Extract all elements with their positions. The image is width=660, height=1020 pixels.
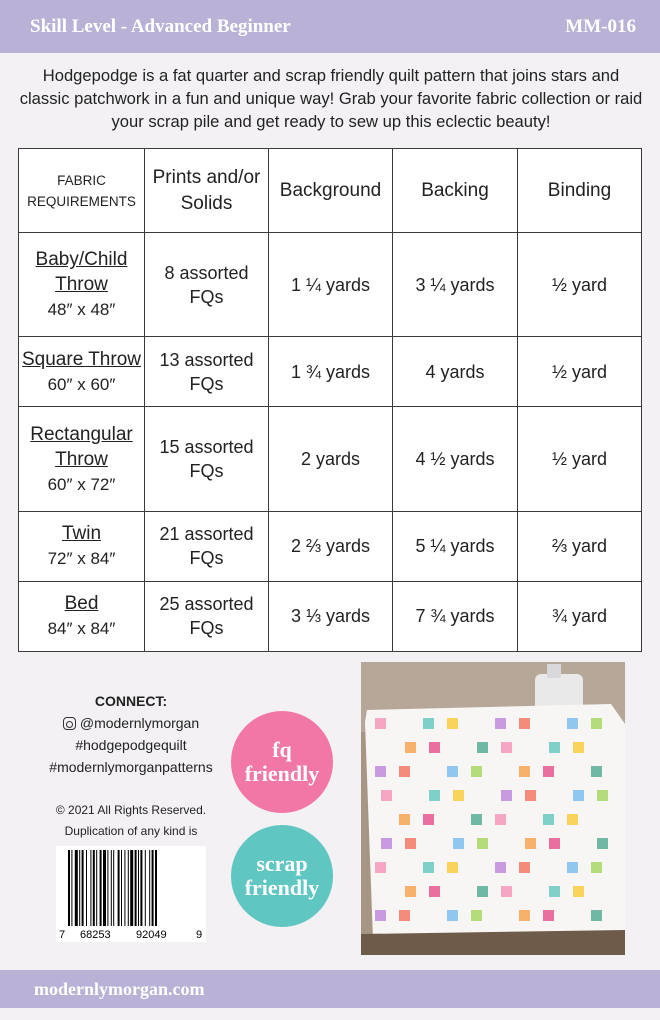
binding-cell: ½ yard bbox=[518, 407, 642, 511]
scrap-friendly-badge bbox=[231, 825, 333, 927]
size-name: Baby/Child Throw bbox=[35, 249, 128, 296]
binding-cell: ½ yard bbox=[518, 337, 642, 407]
barcode-digit-1: 7 bbox=[59, 929, 66, 941]
binding-cell: ⅔ yard bbox=[518, 511, 642, 581]
size-dims: 48″ x 48″ bbox=[47, 300, 116, 320]
backing-cell: 3 ¼ yards bbox=[393, 233, 518, 337]
background-cell: 2 ⅔ yards bbox=[269, 511, 393, 581]
background-cell: 1 ¾ yards bbox=[269, 337, 393, 407]
fq-badge-line2: friendly bbox=[244, 761, 320, 786]
backing-cell: 5 ¼ yards bbox=[393, 511, 518, 581]
website-url[interactable]: modernlymorgan.com bbox=[34, 978, 205, 999]
prints-cell: 15 assorted FQs bbox=[145, 407, 269, 511]
size-dims: 72″ x 84″ bbox=[47, 549, 116, 569]
hashtag-patterns: #modernlymorganpatterns bbox=[49, 759, 213, 775]
quilt-photo bbox=[361, 662, 625, 955]
binding-cell: ¾ yard bbox=[518, 581, 642, 651]
prints-cell: 13 assorted FQs bbox=[145, 337, 269, 407]
fq-badge-line1: fq bbox=[272, 737, 292, 762]
size-dims: 60″ x 72″ bbox=[47, 474, 116, 494]
top-banner bbox=[0, 0, 660, 53]
size-name: Twin bbox=[61, 523, 102, 545]
binding-cell: ½ yard bbox=[518, 233, 642, 337]
backing-cell: 7 ¾ yards bbox=[393, 581, 518, 651]
pattern-code: MM-016 bbox=[565, 15, 636, 37]
backing-cell: 4 yards bbox=[393, 337, 518, 407]
prints-cell: 21 assorted FQs bbox=[145, 511, 269, 581]
corner-header bbox=[19, 149, 145, 233]
table-row bbox=[19, 233, 642, 337]
skill-level: Skill Level - Advanced Beginner bbox=[30, 15, 291, 37]
prints-cell: 25 assorted FQs bbox=[145, 581, 269, 651]
table-row bbox=[19, 407, 642, 511]
table-row bbox=[19, 337, 642, 407]
connect-heading: CONNECT: bbox=[94, 693, 168, 709]
size-name: Square Throw bbox=[22, 348, 141, 370]
copyright-text: © 2021 All Rights Reserved. bbox=[55, 803, 207, 817]
size-name: Bed bbox=[64, 593, 99, 615]
scrap-badge-line2: friendly bbox=[244, 875, 320, 900]
background-cell: 1 ¼ yards bbox=[269, 233, 393, 337]
column-header-background: Background bbox=[269, 149, 393, 233]
instagram-handle: @modernlymorgan bbox=[79, 715, 200, 731]
size-cell bbox=[19, 511, 145, 581]
column-header-backing: Backing bbox=[393, 149, 518, 233]
fabric-requirements-table bbox=[18, 148, 642, 652]
prints-cell: 8 assorted FQs bbox=[145, 233, 269, 337]
backing-cell: 4 ½ yards bbox=[393, 407, 518, 511]
scrap-badge-line1: scrap bbox=[256, 851, 308, 876]
barcode-digits-3: 92049 bbox=[136, 929, 167, 941]
size-dims: 84″ x 84″ bbox=[47, 619, 116, 639]
intro-text: Hodgepodge is a fat quarter and scrap friendly quilt pattern that joins stars and classic patchwork in a fun and unique way! Grab your favorite fabric collection or raid your scrap pile and get ready to sew up this eclectic beauty! bbox=[19, 66, 643, 131]
table-row bbox=[19, 581, 642, 651]
size-name: Rectangular Throw bbox=[30, 423, 133, 470]
corner-line2: REQUIREMENTS bbox=[27, 193, 136, 209]
barcode-digits-2: 68253 bbox=[80, 929, 111, 941]
barcode bbox=[56, 846, 206, 942]
connect-block bbox=[36, 690, 226, 778]
column-header-prints: Prints and/or Solids bbox=[145, 149, 269, 233]
background-cell: 3 ⅓ yards bbox=[269, 581, 393, 651]
corner-line1: FABRIC bbox=[57, 172, 106, 188]
instagram-icon bbox=[63, 717, 76, 730]
footer-banner bbox=[0, 970, 660, 1008]
barcode-digit-4: 9 bbox=[196, 929, 203, 941]
background-cell: 2 yards bbox=[269, 407, 393, 511]
table-row bbox=[19, 511, 642, 581]
hashtag-quilt: #hodgepodgequilt bbox=[75, 737, 187, 753]
size-cell bbox=[19, 233, 145, 337]
table-header-row bbox=[19, 149, 642, 233]
size-cell bbox=[19, 407, 145, 511]
instagram-line bbox=[36, 712, 226, 734]
column-header-binding: Binding bbox=[518, 149, 642, 233]
size-cell bbox=[19, 581, 145, 651]
fq-friendly-badge bbox=[231, 711, 333, 813]
size-dims: 60″ x 60″ bbox=[47, 374, 116, 394]
size-cell bbox=[19, 337, 145, 407]
duplication-notice: Duplication of any kind is bbox=[64, 824, 198, 838]
